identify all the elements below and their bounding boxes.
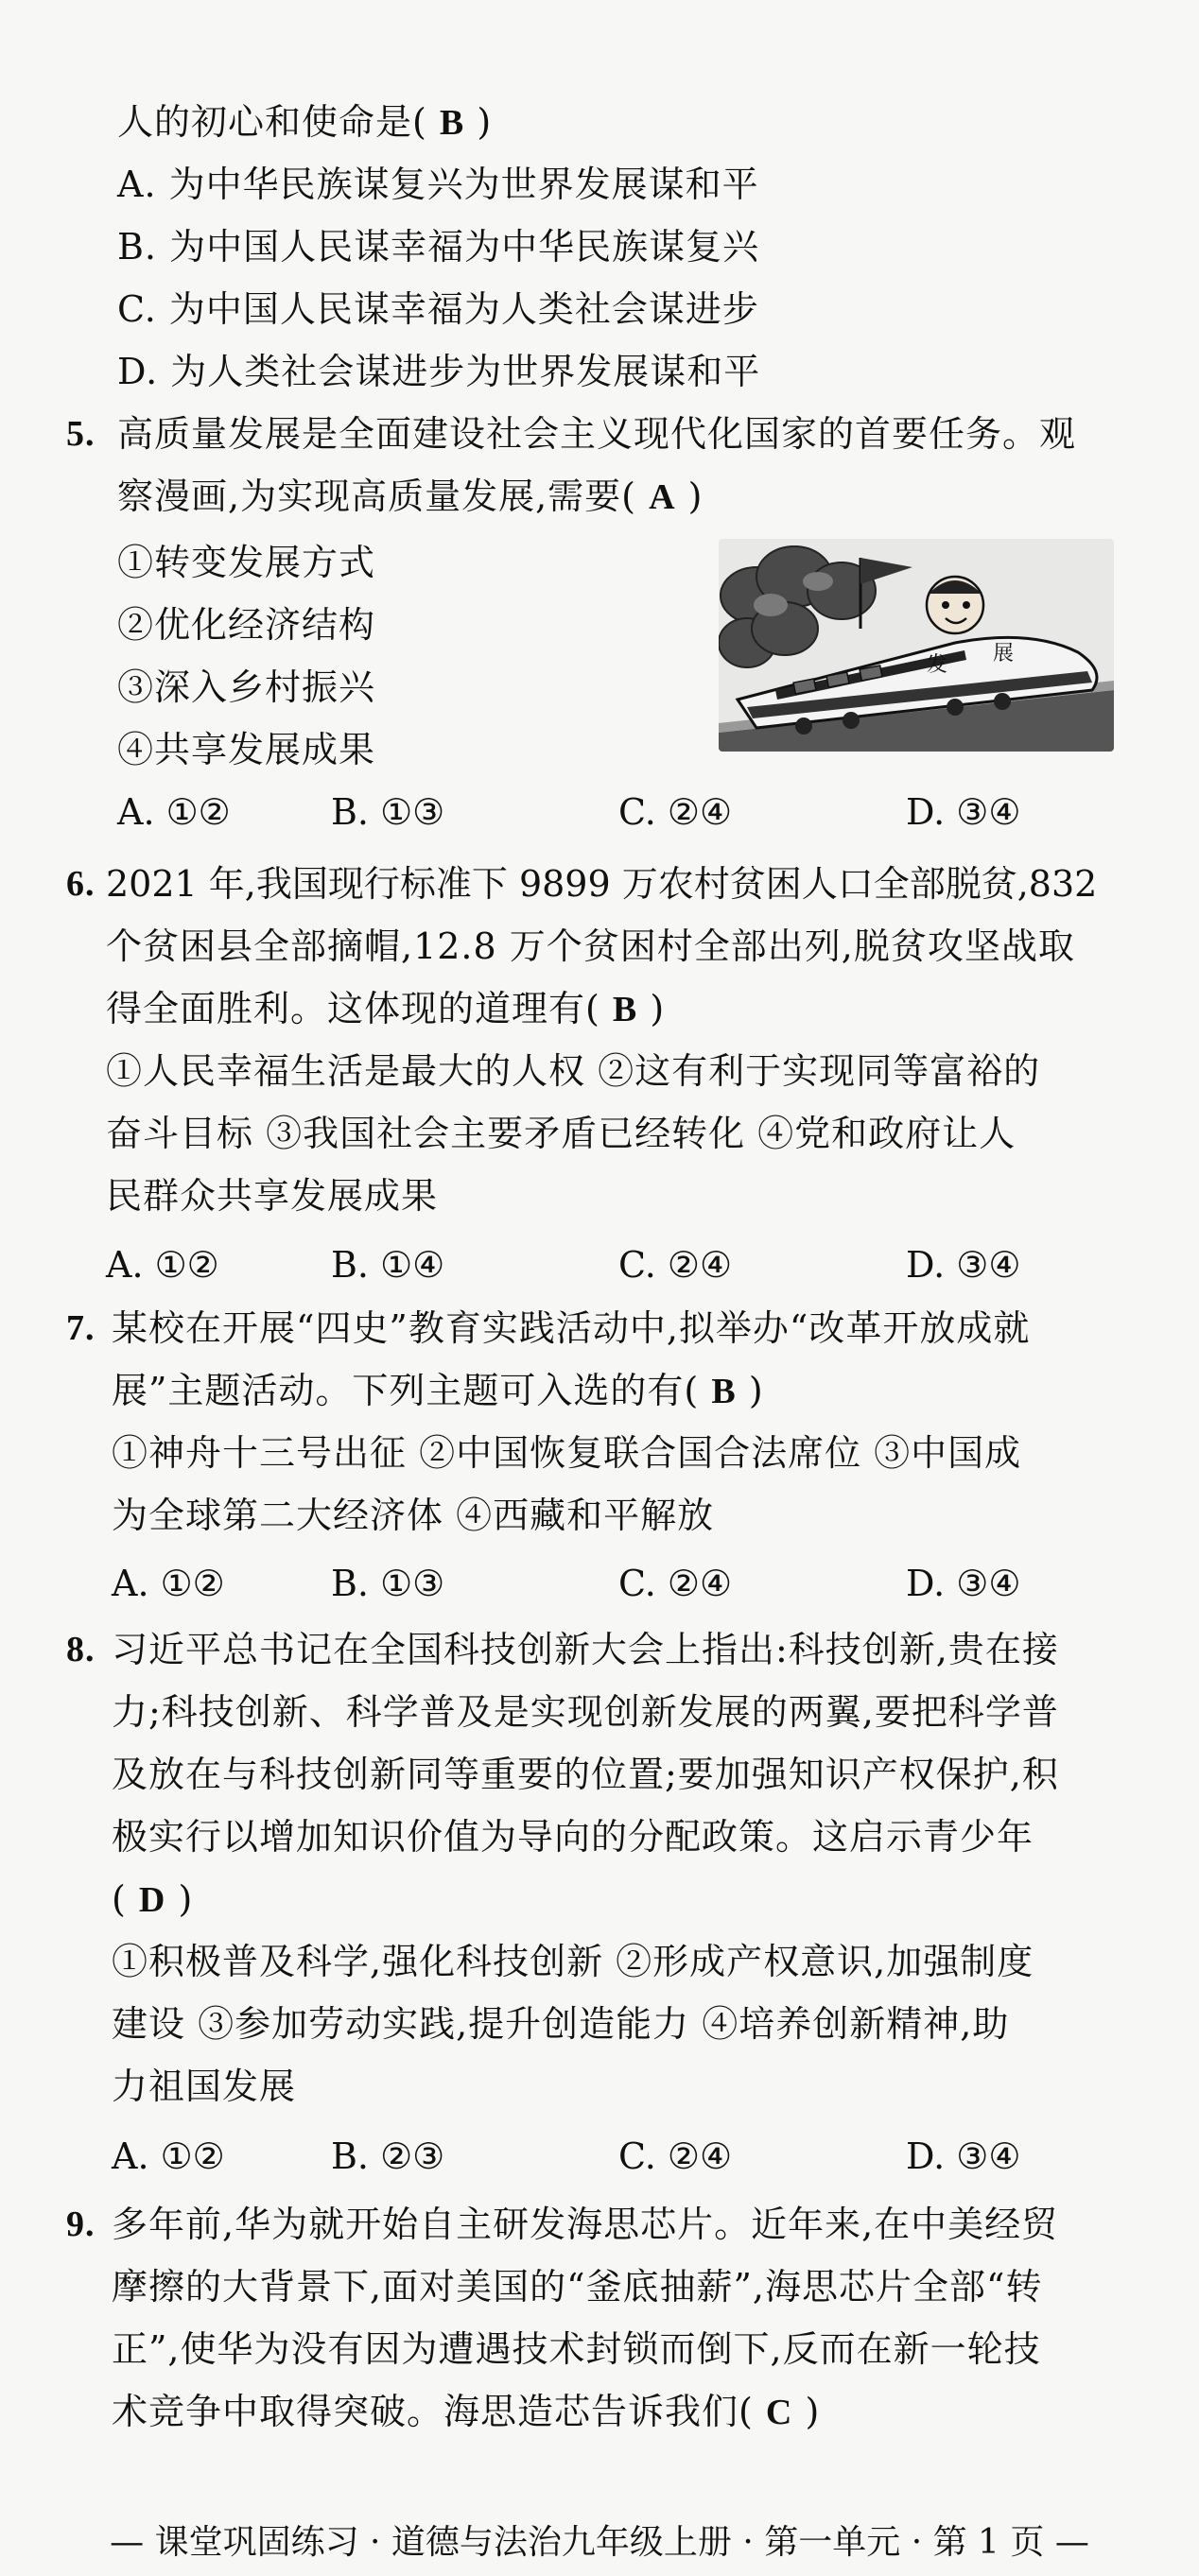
q8-items-line2: 建设 ③参加劳动实践,提升创造能力 ④培养创新精神,助 — [112, 2003, 1010, 2045]
q4-stem: 人的初心和使命是( B ) — [117, 101, 493, 143]
q9-line2: 摩擦的大背景下,面对美国的“釜底抽薪”,海思芯片全部“转 — [112, 2266, 1043, 2308]
q7-items-line1: ①神舟十三号出征 ②中国恢复联合国合法席位 ③中国成 — [112, 1432, 1022, 1474]
q9-answer: C — [765, 2393, 793, 2432]
q5-item-1: ①转变发展方式 — [117, 542, 376, 583]
q7-line2: 展”主题活动。下列主题可入选的有( B ) — [112, 1370, 764, 1411]
q6-number: 6. — [66, 864, 96, 904]
q6-items-line3: 民群众共享发展成果 — [106, 1175, 439, 1217]
q7-choice-b: B. ①③ — [331, 1563, 445, 1604]
q8-choice-a: A. ①② — [112, 2135, 225, 2177]
cartoon-char-2: 展 — [993, 642, 1015, 666]
q5-item-4: ④共享发展成果 — [117, 729, 376, 770]
q9-line4: 术竞争中取得突破。海思造芯告诉我们( C ) — [112, 2391, 821, 2432]
q9-line3: 正”,使华为没有因为遭遇技术封锁而倒下,反而在新一轮技 — [112, 2328, 1041, 2370]
q8-line4: 极实行以增加知识价值为导向的分配政策。这启示青少年 — [112, 1816, 1034, 1858]
q8-line1: 习近平总书记在全国科技创新大会上指出:科技创新,贵在接 — [112, 1629, 1059, 1670]
q8-answer: D — [138, 1880, 166, 1920]
q4-option-b: B. 为中国人民谋幸福为中华民族谋复兴 — [117, 226, 760, 268]
q5-line2: 察漫画,为实现高质量发展,需要( A ) — [117, 475, 704, 517]
q5-choice-c: C. ②④ — [618, 791, 733, 833]
q6-choice-a: A. ①② — [106, 1244, 219, 1286]
q7-choice-c: C. ②④ — [618, 1563, 733, 1604]
q6-answer: B — [612, 990, 638, 1029]
q7-items-line2: 为全球第二大经济体 ④西藏和平解放 — [112, 1495, 715, 1536]
q8-line2: 力;科技创新、科学普及是实现创新发展的两翼,要把科学普 — [112, 1691, 1059, 1733]
page-footer: — 课堂巩固练习 · 道德与法治九年级上册 · 第一单元 · 第 1 页 — — [110, 2523, 1089, 2562]
q5-line1: 高质量发展是全面建设社会主义现代化国家的首要任务。观 — [117, 413, 1077, 455]
q5-choice-a: A. ①② — [117, 791, 231, 833]
q6-items-line1: ①人民幸福生活是最大的人权 ②这有利于实现同等富裕的 — [106, 1050, 1041, 1092]
q8-items-line3: 力祖国发展 — [112, 2066, 297, 2107]
q4-option-c: C. 为中国人民谋幸福为人类社会谋进步 — [117, 288, 759, 330]
q6-line2: 个贫困县全部摘帽,12.8 万个贫困村全部出列,脱贫攻坚战取 — [106, 925, 1075, 967]
q8-choice-d: D. ③④ — [906, 2135, 1021, 2177]
q7-choice-a: A. ①② — [112, 1563, 225, 1604]
q6-line1: 2021 年,我国现行标准下 9899 万农村贫困人口全部脱贫,832 — [106, 863, 1098, 905]
q7-choice-d: D. ③④ — [906, 1563, 1021, 1604]
q4-answer: B — [439, 103, 465, 143]
q7-answer: B — [711, 1372, 737, 1411]
q5-choice-b: B. ①③ — [331, 791, 445, 833]
q7-line1: 某校在开展“四史”教育实践活动中,拟举办“改革开放成就 — [112, 1307, 1031, 1349]
q4-option-a: A. 为中华民族谋复兴为世界发展谋和平 — [117, 164, 759, 205]
q8-answer-line: ( D ) — [112, 1878, 194, 1920]
q5-answer: A — [649, 477, 676, 517]
q8-items-line1: ①积极普及科学,强化科技创新 ②形成产权意识,加强制度 — [112, 1941, 1034, 1982]
q5-number: 5. — [66, 414, 96, 454]
q9-number: 9. — [66, 2204, 96, 2244]
q8-choice-c: C. ②④ — [618, 2135, 733, 2177]
q4-option-d: D. 为人类社会谋进步为世界发展谋和平 — [117, 351, 761, 392]
cartoon-char-1: 发 — [927, 653, 948, 677]
q6-line3: 得全面胜利。这体现的道理有( B ) — [106, 988, 666, 1029]
q8-number: 8. — [66, 1630, 96, 1669]
q5-item-3: ③深入乡村振兴 — [117, 666, 376, 708]
q8-line3: 及放在与科技创新同等重要的位置;要加强知识产权保护,积 — [112, 1754, 1059, 1795]
high-speed-train-cartoon — [719, 539, 1114, 752]
q8-choice-b: B. ②③ — [331, 2135, 445, 2177]
q5-item-2: ②优化经济结构 — [117, 604, 376, 646]
q7-number: 7. — [66, 1308, 96, 1348]
q6-choice-c: C. ②④ — [618, 1244, 733, 1286]
q9-line1: 多年前,华为就开始自主研发海思芯片。近年来,在中美经贸 — [112, 2204, 1059, 2245]
q6-items-line2: 奋斗目标 ③我国社会主要矛盾已经转化 ④党和政府让人 — [106, 1113, 1017, 1154]
q6-choice-b: B. ①④ — [331, 1244, 445, 1286]
q6-choice-d: D. ③④ — [906, 1244, 1021, 1286]
q5-choice-d: D. ③④ — [906, 791, 1021, 833]
